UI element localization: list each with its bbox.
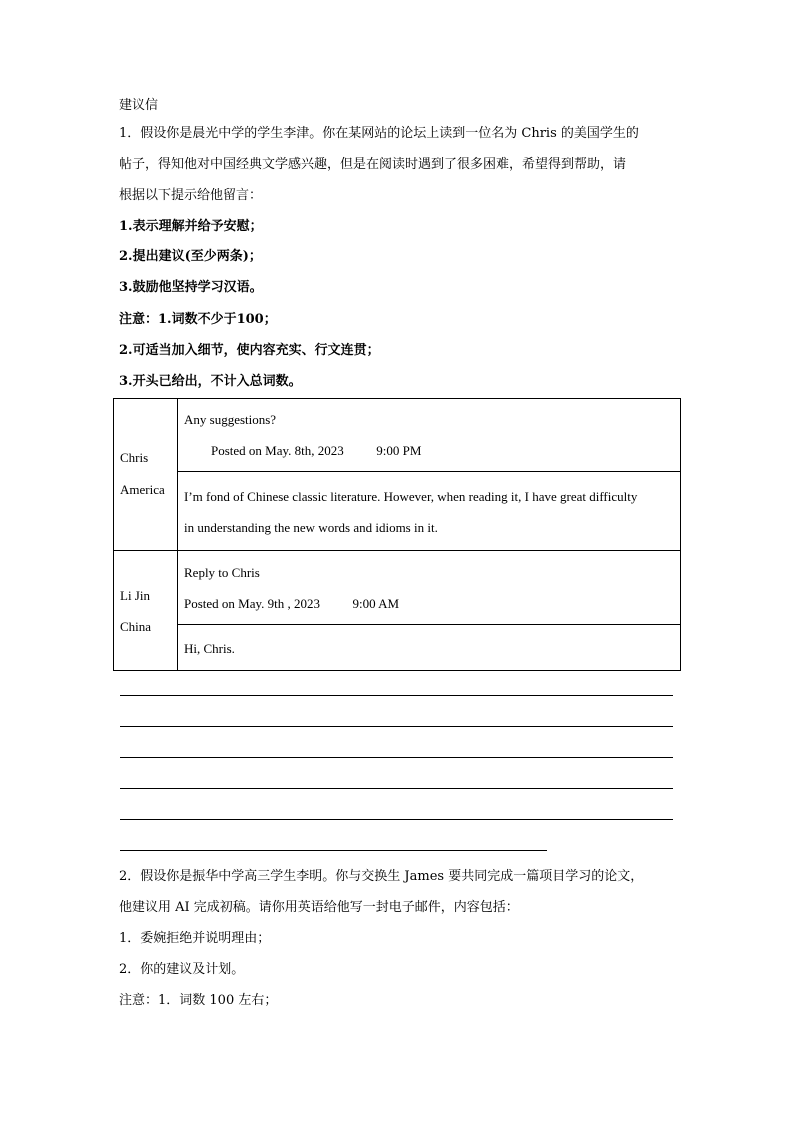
q1-intro-line-1: 1．假设你是晨光中学的学生李津。你在某网站的论坛上读到一位名为 Chris 的美国学生的 [119, 126, 639, 141]
post1-title: Any suggestions? [184, 412, 277, 427]
q1-note-3: 3.开头已给出，不计入总词数。 [119, 374, 302, 389]
row-divider [114, 550, 680, 551]
row-divider [177, 624, 680, 625]
row-divider [177, 471, 680, 472]
q2-point-1: 1．委婉拒绝并说明理由； [119, 931, 271, 946]
post1-body-line-1: I’m fond of Chinese classic literature. However, when reading it, I have great difficulty [184, 489, 638, 504]
q2-note: 注意：1．词数 100 左右； [119, 993, 278, 1008]
answer-line [120, 757, 673, 758]
answer-line [120, 726, 673, 727]
q1-point-1: 1.表示理解并给予安慰； [119, 219, 263, 234]
section-heading: 建议信 [119, 98, 159, 113]
q2-point-2: 2．你的建议及计划。 [119, 962, 245, 977]
answer-line [120, 695, 673, 696]
q1-point-2: 2.提出建议(至少两条)； [119, 249, 262, 264]
post2-title: Reply to Chris [184, 565, 260, 580]
answer-line [120, 819, 673, 820]
post1-author: Chris [120, 450, 149, 465]
q2-intro-line-1: 2．假设你是振华中学高三学生李明。你与交换生 James 要共同完成一篇项目学习的论文， [119, 869, 644, 884]
post2-body: Hi, Chris. [184, 641, 235, 656]
post1-country: America [120, 482, 165, 497]
post2-country: China [120, 619, 152, 634]
q1-intro-line-2: 帖子，得知他对中国经典文学感兴趣，但是在阅读时遇到了很多困难，希望得到帮助，请 [119, 157, 627, 172]
q2-intro-line-2: 他建议用 AI 完成初稿。请你用英语给他写一封电子邮件，内容包括： [119, 900, 519, 915]
q1-intro-line-3: 根据以下提示给他留言： [119, 188, 263, 203]
column-divider [177, 399, 178, 670]
post2-meta: Posted on May. 9th , 2023 9:00 AM [184, 596, 400, 611]
answer-line [120, 850, 547, 851]
q1-note-2: 2.可适当加入细节，使内容充实、行文连贯； [119, 343, 380, 358]
q1-note-1: 注意：1.词数不少于100； [119, 312, 277, 327]
post1-body-line-2: in understanding the new words and idioms in it. [184, 520, 438, 535]
post2-author: Li Jin [120, 588, 150, 603]
answer-line [120, 788, 673, 789]
q1-point-3: 3.鼓励他坚持学习汉语。 [119, 280, 263, 295]
forum-table [113, 398, 681, 671]
post1-meta: Posted on May. 8th, 2023 9:00 PM [211, 443, 422, 458]
